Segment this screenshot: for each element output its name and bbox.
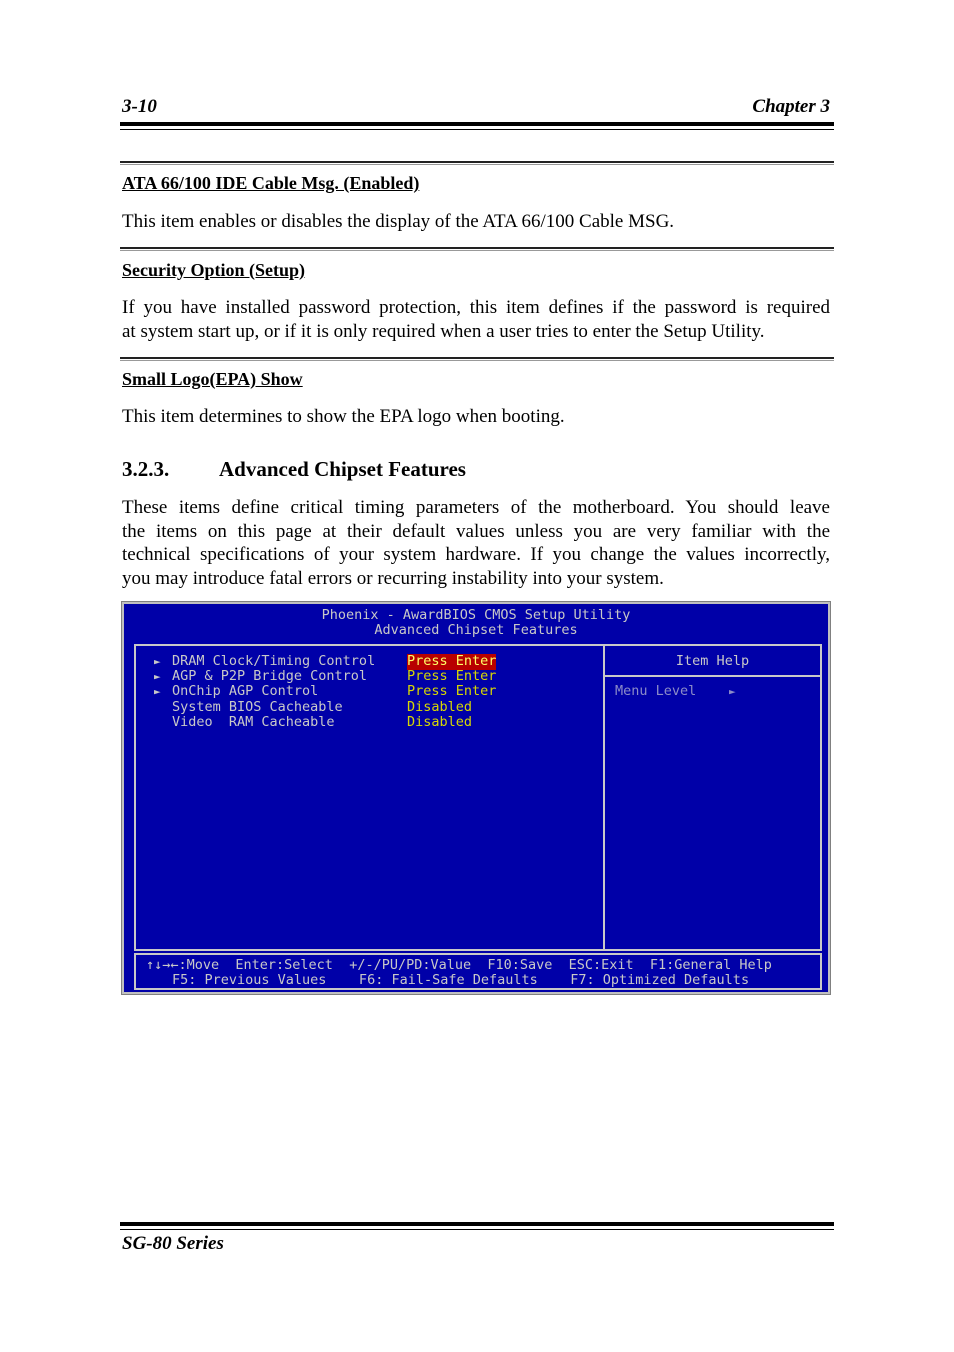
submenu-arrow-icon: ► [154, 655, 161, 668]
bios-footer-keys-line2: F5: Previous Values F6: Fail-Safe Defaults F7: Optimized Defaults [172, 972, 750, 988]
menu-level-label: Menu Level [615, 683, 697, 699]
item-text-ata-cable-msg: This item enables or disables the display of the ATA 66/100 Cable MSG. [122, 211, 675, 232]
submenu-arrow-icon: ► [154, 685, 161, 698]
item-help-title: Item Help [675, 653, 750, 669]
section-paragraph-line2: the items on this page at their default values unless you are very familiar with the [122, 521, 830, 542]
menu-item-onchip-agp[interactable]: OnChip AGP Control [172, 683, 319, 699]
header-rule-thin [120, 129, 834, 130]
bios-footer-keys-line1: ↑↓→←:Move Enter:Select +/-/PU/PD:Value F10:Save ESC:Exit F1:General Help [146, 957, 772, 973]
menu-value-dram-clock[interactable]: Press Enter [407, 653, 497, 669]
bios-title: Phoenix - AwardBIOS CMOS Setup Utility [321, 607, 631, 623]
section-paragraph-line1: These items define critical timing parameters of the motherboard. You should leave [122, 497, 830, 518]
menu-value-agp-p2p[interactable]: Press Enter [407, 668, 497, 684]
menu-value-video-ram-cacheable[interactable]: Disabled [407, 714, 473, 730]
item-title-security-option: Security Option (Setup) [122, 260, 306, 280]
bios-subtitle: Advanced Chipset Features [374, 622, 578, 638]
bios-help-divider [603, 646, 605, 949]
section-title: Advanced Chipset Features [219, 457, 466, 481]
item-separator [120, 247, 834, 249]
footer-series: SG-80 Series [122, 1233, 224, 1254]
menu-value-onchip-agp[interactable]: Press Enter [407, 683, 497, 699]
chapter-label: Chapter 3 [752, 96, 830, 117]
menu-item-system-bios-cacheable[interactable]: System BIOS Cacheable [172, 699, 343, 715]
section-paragraph-line3: technical specifications of your system hardware. If you change the values incorrectly, [122, 544, 830, 565]
menu-value-system-bios-cacheable[interactable]: Disabled [407, 699, 473, 715]
menu-item-agp-p2p[interactable]: AGP & P2P Bridge Control [172, 668, 368, 684]
item-separator [120, 161, 834, 163]
bios-screenshot [122, 602, 830, 994]
item-separator-shadow [120, 360, 834, 361]
menu-item-video-ram-cacheable[interactable]: Video RAM Cacheable [172, 714, 335, 730]
menu-level-arrow-icon: ► [729, 685, 736, 698]
item-separator [120, 357, 834, 359]
section-number: 3.2.3. [122, 457, 170, 481]
item-separator-shadow [120, 164, 834, 165]
submenu-arrow-icon: ► [154, 670, 161, 683]
item-title-small-logo: Small Logo(EPA) Show [122, 369, 303, 389]
item-text-security-option-line2: at system start up, or if it is only required when a user tries to enter the Setup Utility. [122, 321, 765, 342]
footer-rule-thick [120, 1222, 834, 1226]
page-number: 3-10 [122, 96, 157, 117]
footer-rule-thin [120, 1229, 834, 1230]
header-rule-thick [120, 122, 834, 126]
section-paragraph-line4: you may introduce fatal errors or recurring instability into your system. [122, 568, 664, 589]
item-separator-shadow [120, 250, 834, 251]
item-title-ata-cable-msg: ATA 66/100 IDE Cable Msg. (Enabled) [122, 173, 420, 193]
item-text-small-logo: This item determines to show the EPA logo when booting. [122, 406, 565, 427]
menu-item-dram-clock[interactable]: DRAM Clock/Timing Control [172, 653, 376, 669]
bios-help-title-divider [605, 675, 820, 677]
item-text-security-option-line1: If you have installed password protection, this item defines if the password is required [122, 297, 830, 318]
